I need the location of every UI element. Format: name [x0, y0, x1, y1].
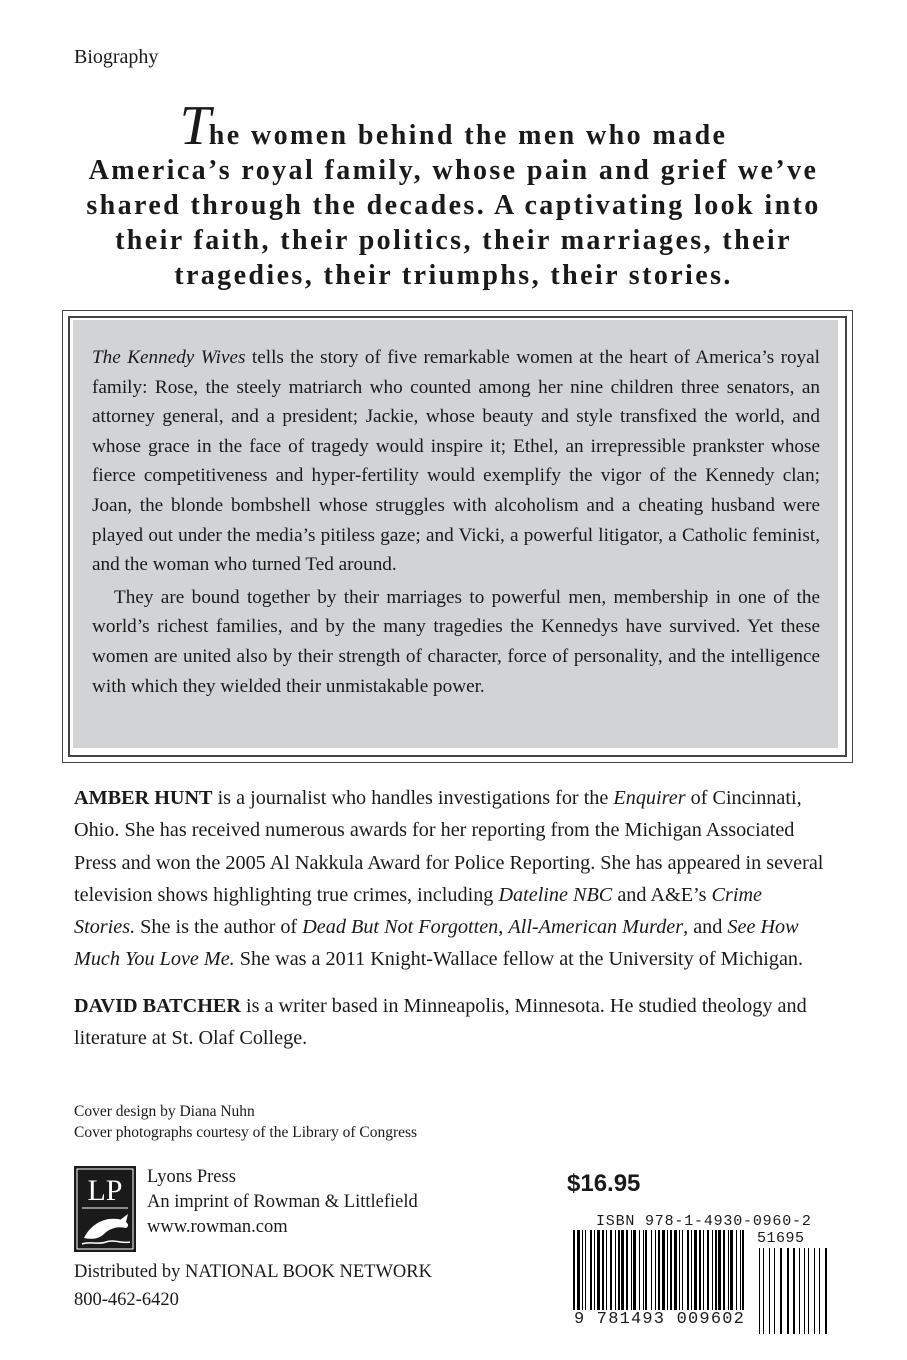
publisher-imprint: An imprint of Rowman & Littlefield	[147, 1192, 418, 1212]
bio1-book1: Dead But Not Forgotten	[302, 916, 499, 939]
synopsis-box	[73, 320, 838, 748]
barcode-bar	[582, 1230, 583, 1318]
tagline-line-3: shared through the decades. A captivating look into	[86, 190, 821, 221]
author-name-2: DAVID BATCHER	[74, 994, 241, 1017]
publisher-website: www.rowman.com	[147, 1217, 288, 1237]
barcode-bar	[633, 1230, 636, 1318]
barcode-bar	[742, 1230, 744, 1318]
barcode-bar	[602, 1230, 604, 1318]
barcode-bar	[606, 1230, 607, 1318]
barcode-bar	[585, 1230, 586, 1318]
barcode-bar	[594, 1230, 595, 1318]
bio1-text: and A&E’s	[612, 883, 712, 906]
price: $16.95	[567, 1170, 641, 1197]
barcode-bar	[670, 1230, 672, 1318]
bio1-text: ,	[498, 916, 509, 939]
barcode-bar	[577, 1230, 580, 1318]
barcode-bar	[691, 1230, 692, 1318]
bio1-book3: See How Much You Love Me.	[74, 916, 799, 971]
addon-bar	[804, 1248, 805, 1334]
barcode-bar	[662, 1230, 665, 1318]
logo-letters: LP	[87, 1174, 123, 1207]
publisher-info	[147, 1165, 418, 1240]
addon-bar	[769, 1248, 770, 1334]
bio1-text: She is the author of	[135, 916, 303, 939]
addon-bar	[808, 1248, 809, 1334]
isbn-label: ISBN 978-1-4930-0960-2	[596, 1213, 812, 1230]
barcode-bar	[707, 1230, 709, 1318]
author-bios	[74, 782, 826, 1054]
barcode-bar	[679, 1230, 680, 1318]
bio1-text: She was a 2011 Knight-Wallace fellow at the University of Michigan.	[234, 948, 804, 971]
barcode-bar	[573, 1230, 575, 1318]
barcode-digits: 9 781493 009602	[574, 1310, 746, 1329]
addon-bar	[763, 1248, 764, 1334]
addon-bar	[819, 1248, 820, 1334]
lyons-press-logo	[74, 1166, 136, 1252]
cover-photo-credit: Cover photographs courtesy of the Library of Congress	[74, 1124, 418, 1141]
barcode-bar	[615, 1230, 616, 1318]
barcode-bar	[694, 1230, 697, 1318]
bio1-show1: Dateline NBC	[498, 883, 613, 906]
publisher-name: Lyons Press	[147, 1167, 236, 1187]
barcode-bar	[718, 1230, 721, 1318]
book-title: The Kennedy Wives	[92, 347, 246, 368]
barcode-bar	[674, 1230, 677, 1318]
tagline-line-5: tragedies, their triumphs, their stories.	[174, 260, 733, 291]
barcode-bar	[723, 1230, 725, 1318]
barcode-bar	[703, 1230, 704, 1318]
bio1-book2: All-American Murder	[508, 916, 684, 939]
barcode-bar	[610, 1230, 612, 1318]
distributor-line: Distributed by NATIONAL BOOK NETWORK	[74, 1262, 432, 1282]
bio2-text: is a writer based in Minneapolis, Minnesota. He studied theology and literature at St. Olaf College.	[74, 994, 807, 1050]
addon-bar	[780, 1248, 782, 1334]
bio1-show2: Crime Stories.	[74, 883, 763, 939]
bio-amber-hunt	[74, 782, 826, 976]
distributor-phone: 800-462-6420	[74, 1290, 179, 1310]
barcode-bar	[590, 1230, 592, 1318]
tagline	[60, 95, 847, 293]
tagline-line-2: America’s royal family, whose pain and grief we’ve	[88, 155, 819, 186]
bio-david-batcher	[74, 990, 826, 1055]
barcode-bar	[715, 1230, 717, 1318]
barcode-bar	[699, 1230, 701, 1318]
barcode-bar	[621, 1230, 624, 1318]
addon-bar	[793, 1248, 795, 1334]
addon-bar	[825, 1248, 827, 1334]
barcode-bar	[639, 1230, 640, 1318]
cover-design-credit: Cover design by Diana Nuhn	[74, 1103, 255, 1120]
barcode-bar	[643, 1230, 644, 1318]
barcode-bar	[618, 1230, 620, 1318]
cover-credits	[74, 1101, 417, 1143]
barcode-bar	[728, 1230, 729, 1318]
category-label: Biography	[74, 46, 159, 68]
barcode-bar	[740, 1230, 741, 1318]
addon-bar	[787, 1248, 789, 1334]
dropcap-letter: T	[179, 95, 209, 157]
author-name-1: AMBER HUNT	[74, 787, 213, 809]
bio1-enquirer: Enquirer	[613, 787, 686, 809]
tagline-line-1: he women behind the men who made	[208, 120, 728, 151]
addon-bar	[774, 1248, 775, 1334]
tagline-line-4: their faith, their politics, their marriages, their	[115, 225, 792, 256]
publisher-logo-icon	[74, 1166, 136, 1252]
synopsis-text-1: tells the story of five remarkable women at the heart of America’s royal family: Rose, the steely matriarch who counted among her nine children three senators, an attorney general, and a president; Jackie, whose beauty and style transfixed the world, and whose grace in the face of tragedy would inspire it; Ethel, an irrepressible prankster whose fierce competitiveness and hyper-fertility would exemplify the vigor of the Kennedy clan; Joan, the blonde bombshell whose struggles with alcoholism and a cheating husband were played out under the media’s pitiless gaze; and Vicki, a powerful litigator, a Catholic feminist, and the woman who turned Ted around.	[92, 347, 820, 576]
barcode-bar	[667, 1230, 668, 1318]
bio1-text: is a journalist who handles investigations for the	[212, 787, 614, 809]
distribution-info	[74, 1258, 432, 1314]
barcode-bar	[631, 1230, 632, 1318]
bio1-text: , and	[683, 916, 728, 939]
barcode-bar	[712, 1230, 713, 1318]
barcode-bar	[655, 1230, 656, 1318]
barcode-bar	[730, 1230, 733, 1318]
barcode-bar	[626, 1230, 628, 1318]
synopsis-paragraph-2: They are bound together by their marriages to powerful men, membership in one of the world’s richest families, and by the many tragedies the Kennedys have survived. Yet these women are united also by their strength of character, force of personality, and the intelligence with which they wielded their unmistakable power.	[92, 586, 820, 697]
barcode-bar	[658, 1230, 660, 1318]
barcode-addon-digits: 51695	[757, 1230, 805, 1247]
barcode-bar	[682, 1230, 683, 1318]
addon-bar	[799, 1248, 800, 1334]
barcode-bar	[736, 1230, 737, 1318]
barcode-bar	[687, 1230, 689, 1318]
synopsis-paragraph-1	[92, 343, 820, 580]
addon-bar	[759, 1248, 760, 1334]
bio1-text: of Cincinnati, Ohio. She has received numerous awards for her reporting from the Michigan Associated Press and won the 2005 Al Nakkula Award for Police Reporting. She has appeared in several television shows highlighting true crimes, including	[74, 787, 824, 906]
barcode-bar	[651, 1230, 652, 1318]
barcode-bar	[645, 1230, 647, 1318]
addon-bar	[814, 1248, 815, 1334]
barcode-bar	[597, 1230, 600, 1318]
